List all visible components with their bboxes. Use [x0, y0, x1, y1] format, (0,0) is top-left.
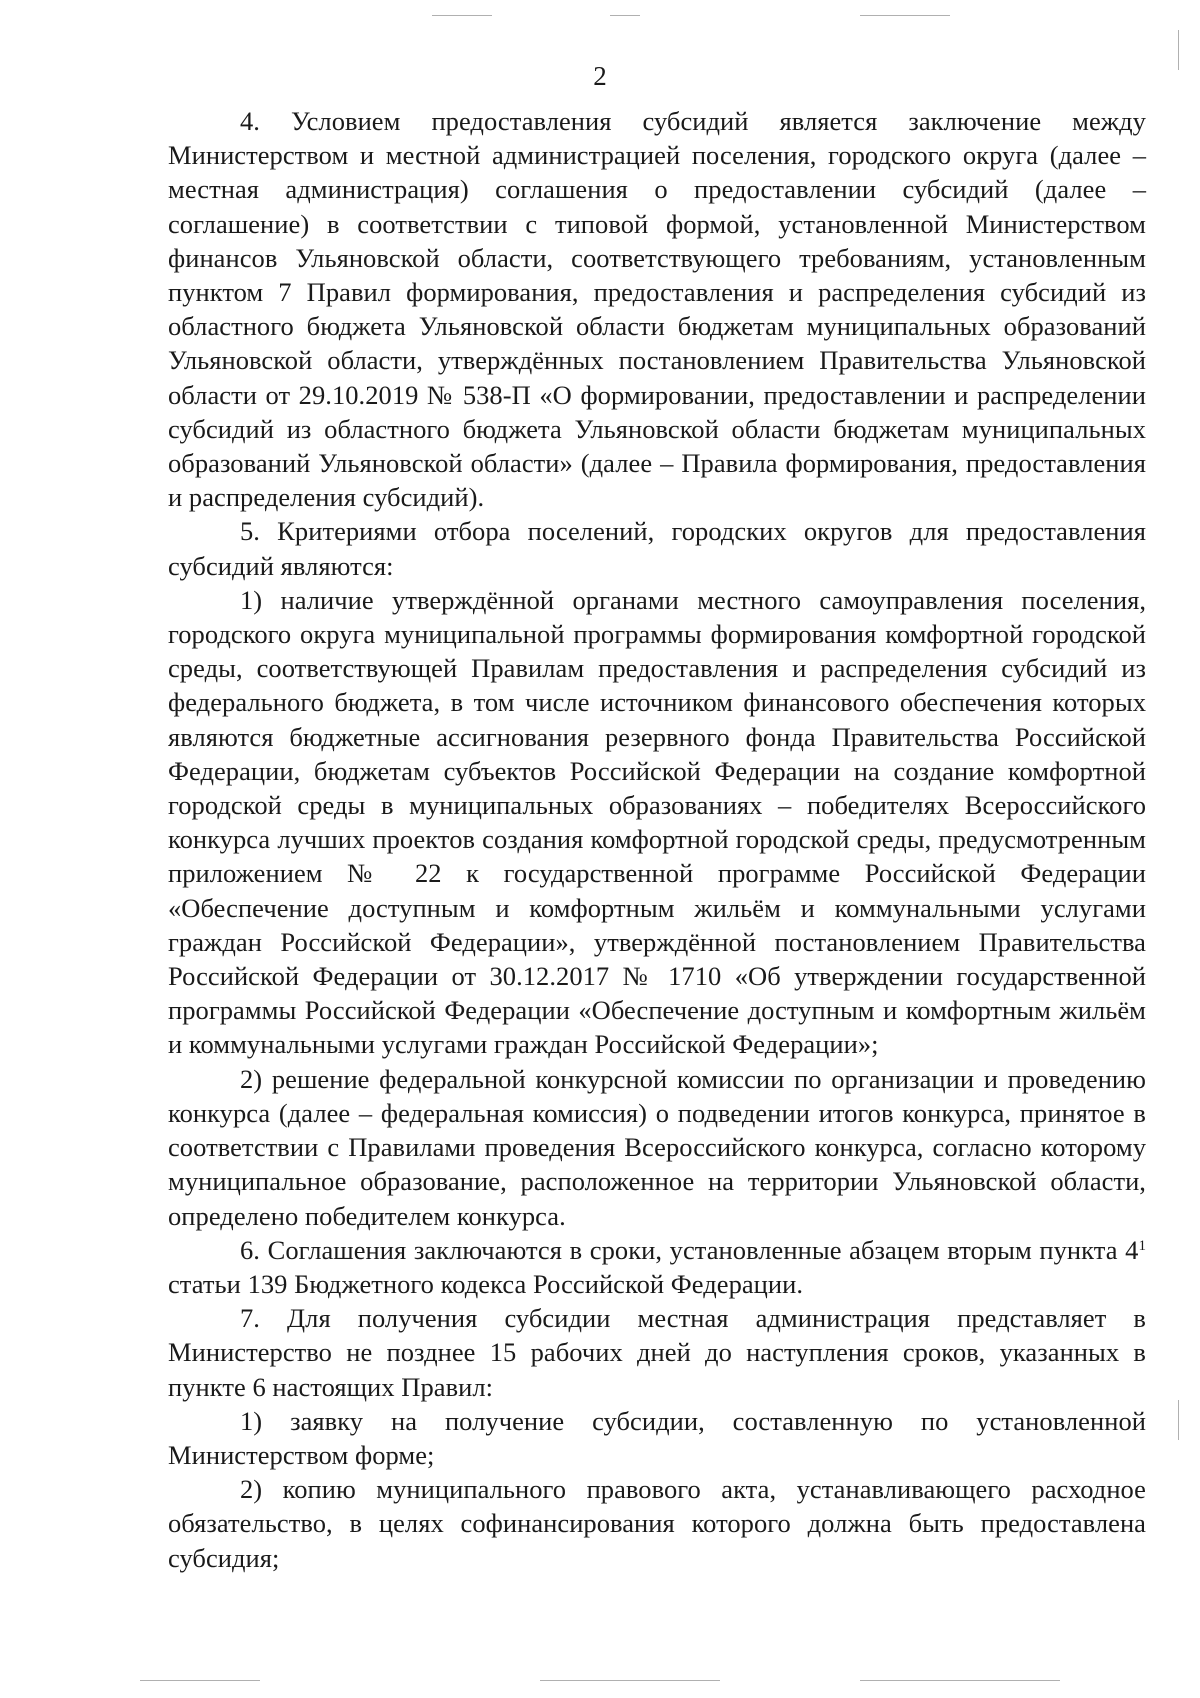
paragraph-6-text-after: статьи 139 Бюджетного кодекса Российской Федерации. — [168, 1268, 804, 1299]
paragraph-5: 5. Критериями отбора поселений, городских округов для предоставления субсидий являются: — [168, 516, 1146, 581]
scan-artifact — [860, 1680, 1060, 1681]
paragraph-5-item-1: 1) наличие утверждённой органами местного самоуправления поселения, городского округа муниципальной программы формирования комфортной городской среды, соответствующей Правилам предоставления и распределения субсидий из федерального бюджета, в том числе источником финансового обеспечения которых являются бюджетные ассигнования резервного фонда Правительства Российской Федерации, бюджетам субъектов Российской Федерации на создание комфортной городской среды в муниципальных образованиях – победителях Всероссийского конкурса лучших проектов создания комфортной городской среды, предусмотренным приложением № 22 к государственной программе Российской Федерации «Обеспечение доступным и комфортным жильём и коммунальными услугами граждан Российской Федерации», утверждённой постановлением Правительства Российской Федерации от 30.12.2017 № 1710 «Об утверждении государственной программы Российской Федерации «Обеспечение доступным и комфортным жильём и коммунальными услугами граждан Российской Федерации»; — [168, 584, 1146, 1060]
scan-artifact — [432, 15, 492, 16]
scan-artifact — [1178, 1400, 1179, 1440]
paragraph-7-item-1: 1) заявку на получение субсидии, составленную по установленной Министерством форме; — [168, 1405, 1146, 1470]
paragraph-6-text-before: 6. Соглашения заключаются в сроки, установленные абзацем вторым пункта 4 — [240, 1234, 1139, 1265]
paragraph-6-superscript: 1 — [1138, 1237, 1146, 1254]
paragraph-7: 7. Для получения субсидии местная администрация представляет в Министерство не позднее 15 рабочих дней до наступления сроков, указанных в пункте 6 настоящих Правил: — [168, 1303, 1146, 1402]
scan-artifact — [540, 1680, 720, 1681]
page-number: 2 — [593, 61, 607, 91]
scan-artifact — [860, 15, 950, 16]
paragraph-5-item-2: 2) решение федеральной конкурсной комиссии по организации и проведению конкурса (далее – федеральная комиссия) о подведении итогов конкурса, принятое в соответствии с Правилами проведения Всероссийского конкурса, согласно которому муниципальное образование, расположенное на территории Ульяновской области, определено победителем конкурса. — [168, 1063, 1146, 1231]
scan-artifact — [140, 1680, 260, 1681]
paragraph-6 — [168, 1233, 1146, 1301]
paragraph-7-item-2: 2) копию муниципального правового акта, устанавливающего расходное обязательство, в целях софинансирования которого должна быть предоставлена субсидия; — [168, 1474, 1146, 1573]
paragraph-4: 4. Условием предоставления субсидий является заключение между Министерством и местной администрацией поселения, городского округа (далее – местная администрация) соглашения о предоставлении субсидий (далее – соглашение) в соответствии с типовой формой, установленной Министерством финансов Ульяновской области, соответствующего требованиям, установленным пунктом 7 Правил формирования, предоставления и распределения субсидий из областного бюджета Ульяновской области бюджетам муниципальных образований Ульяновской области, утверждённых постановлением Правительства Ульяновской области от 29.10.2019 № 538-П «О формировании, предоставлении и распределении субсидий из областного бюджета Ульяновской области бюджетам муниципальных образований Ульяновской области» (далее – Правила формирования, предоставления и распределения субсидий). — [168, 106, 1146, 513]
document-body — [168, 104, 1146, 1575]
scan-artifact — [610, 15, 640, 16]
